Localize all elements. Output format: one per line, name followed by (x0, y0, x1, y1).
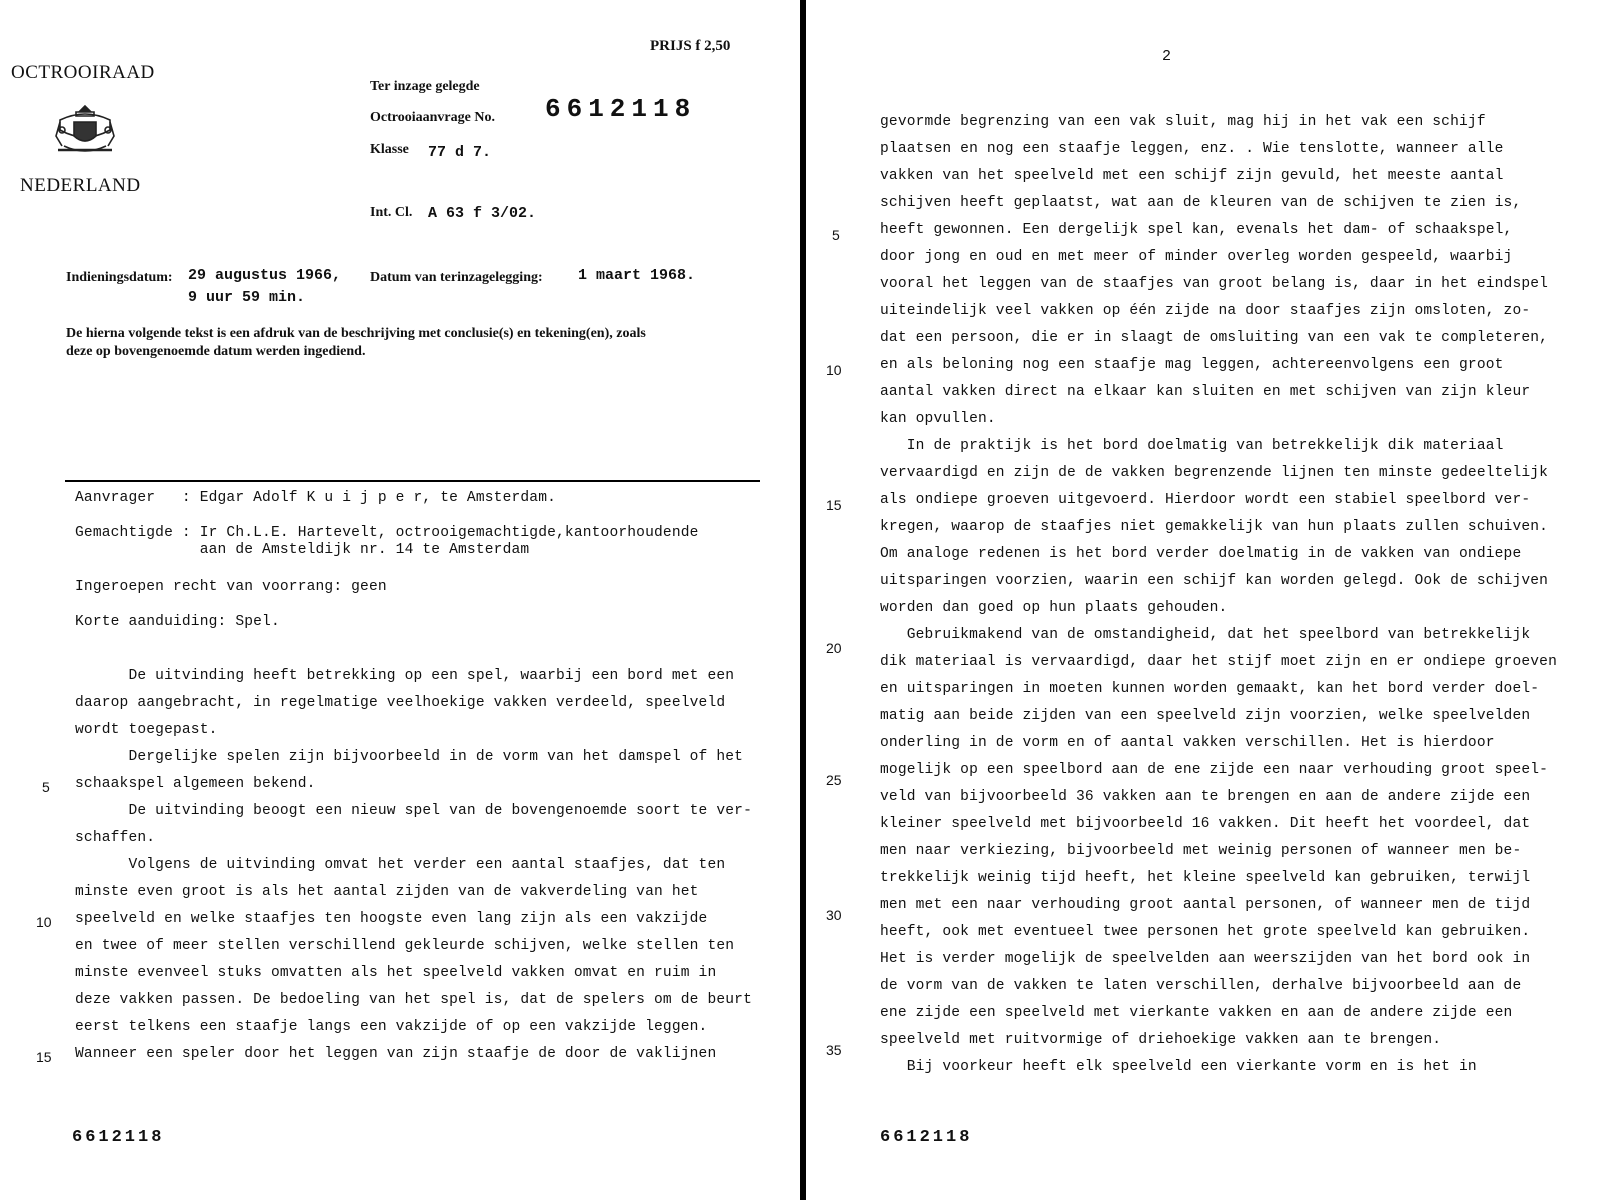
body-line: heeft, ook met eventueel twee personen het grote speelveld kan gebruiken. (880, 924, 1531, 940)
line-number: 25 (826, 772, 842, 788)
body-line: schaakspel algemeen bekend. (75, 776, 316, 792)
aanvrage-label: Octrooiaanvrage No. (370, 110, 495, 125)
body-line: dik materiaal is vervaardigd, daar het stijf moet zijn en er ondiepe groeven (880, 654, 1557, 670)
body-line: dat een persoon, die er in slaagt de omsluiting van een vak te completeren, (880, 330, 1549, 346)
terinzage-value: 1 maart 1968. (578, 267, 696, 284)
body-line: men met een naar verhouding groot aantal personen, of wanneer men de tijd (880, 897, 1531, 913)
line-number: 5 (42, 779, 50, 795)
body-line: worden dan goed op hun plaats gehouden. (880, 600, 1228, 616)
body-line: schijven heeft geplaatst, wat aan de kleuren van de schijven te zien is, (880, 195, 1522, 211)
body-line: kregen, waarop de staafjes niet gemakkelijk van hun plaats zullen schuiven. (880, 519, 1549, 535)
body-line: kleiner speelveld met bijvoorbeeld 16 vakken. Dit heeft het voordeel, dat (880, 816, 1531, 832)
body-line: trekkelijk weinig tijd heeft, het kleine speelveld kan gebruiken, terwijl (880, 870, 1531, 886)
body-line: door jong en oud en met meer of minder overleg worden gespeeld, waarbij (880, 249, 1513, 265)
indiening-time: 9 uur 59 min. (188, 289, 306, 306)
org-bottom: NEDERLAND (20, 175, 141, 196)
body-line: Wanneer een speler door het leggen van zijn staafje de door de vaklijnen (75, 1046, 717, 1062)
terinzage-label: Datum van terinzagelegging: (370, 270, 543, 285)
meta-line: aan de Amsteldijk nr. 14 te Amsterdam (75, 542, 530, 558)
body-line: Om analoge redenen is het bord verder doelmatig in de vakken van ondiepe (880, 546, 1522, 562)
footer-number: 6612118 (72, 1128, 165, 1147)
body-line: Dergelijke spelen zijn bijvoorbeeld in de vorm van het damspel of het (75, 749, 744, 765)
coat-of-arms-icon (52, 100, 118, 158)
body-line: Gebruikmakend van de omstandigheid, dat het speelbord van betrekkelijk (880, 627, 1531, 643)
footer-number: 6612118 (880, 1128, 973, 1147)
line-number: 15 (826, 497, 842, 513)
body-line: Het is verder mogelijk de speelvelden aan weerszijden van het bord ook in (880, 951, 1531, 967)
body-line: speelveld en welke staafjes ten hoogste even lang zijn als een vakzijde (75, 911, 708, 927)
body-line: minste even groot is als het aantal zijden van de vakverdeling van het (75, 884, 699, 900)
line-number: 30 (826, 907, 842, 923)
body-line: en als beloning nog een staafje mag leggen, achtereenvolgens een groot (880, 357, 1504, 373)
body-line: ene zijde een speelveld met vierkante vakken en aan de andere zijde een (880, 1005, 1513, 1021)
body-line: heeft gewonnen. Een dergelijk spel kan, evenals het dam- of schaakspel, (880, 222, 1513, 238)
body-line: speelveld met ruitvormige of driehoekige vakken aan te brengen. (880, 1032, 1442, 1048)
body-line: Volgens de uitvinding omvat het verder een aantal staafjes, dat ten (75, 857, 726, 873)
body-line: en uitsparingen in moeten kunnen worden gemaakt, kan het bord verder doel- (880, 681, 1540, 697)
meta-line: Aanvrager : Edgar Adolf K u i j p e r, te Amsterdam. (75, 490, 557, 506)
aanvrage-number: 6612118 (545, 94, 697, 124)
body-line: De uitvinding beoogt een nieuw spel van de bovengenoemde soort te ver- (75, 803, 752, 819)
intcl-value: A 63 f 3/02. (428, 205, 537, 222)
line-number: 35 (826, 1042, 842, 1058)
klasse-value: 77 d 7. (428, 144, 492, 161)
notice-line-1: De hierna volgende tekst is een afdruk van de beschrijving met conclusie(s) en tekening(en), zoals (66, 326, 646, 341)
line-number: 10 (826, 362, 842, 378)
body-line: vervaardigd en zijn de de vakken begrenzende lijnen ten minste gedeeltelijk (880, 465, 1549, 481)
body-line: De uitvinding heeft betrekking op een spel, waarbij een bord met een (75, 668, 735, 684)
line-number: 15 (36, 1049, 52, 1065)
body-line: en twee of meer stellen verschillend gekleurde schijven, welke stellen ten (75, 938, 735, 954)
body-line: aantal vakken direct na elkaar kan sluiten en met schijven van zijn kleur (880, 384, 1531, 400)
body-line: uitsparingen voorzien, waarin een schijf kan worden gelegd. Ook de schijven (880, 573, 1549, 589)
body-line: veld van bijvoorbeeld 36 vakken aan te brengen en aan de andere zijde een (880, 789, 1531, 805)
indiening-label: Indieningsdatum: (66, 270, 173, 285)
klasse-label: Klasse (370, 142, 409, 157)
body-line: schaffen. (75, 830, 156, 846)
intcl-label: Int. Cl. (370, 205, 413, 220)
body-line: als ondiepe groeven uitgevoerd. Hierdoor wordt een stabiel speelbord ver- (880, 492, 1531, 508)
body-line: eerst telkens een staafje langs een vakzijde of op een vakzijde leggen. (75, 1019, 708, 1035)
org-top: OCTROOIRAAD (11, 62, 155, 83)
body-line: vakken van het speelveld met een schijf zijn gevuld, het meeste aantal (880, 168, 1504, 184)
body-line: deze vakken passen. De bedoeling van het spel is, dat de spelers om de beurt (75, 992, 752, 1008)
line-number: 20 (826, 640, 842, 656)
meta-line: Ingeroepen recht van voorrang: geen (75, 579, 387, 595)
body-line: onderling in de vorm en of aantal vakken verschillen. Het is hierdoor (880, 735, 1495, 751)
line-number: 5 (832, 227, 840, 243)
meta-line: Korte aanduiding: Spel. (75, 614, 280, 630)
body-line: mogelijk op een speelbord aan de ene zijde een naar verhouding groot speel- (880, 762, 1549, 778)
body-line: daarop aangebracht, in regelmatige veelhoekige vakken verdeeld, speelveld (75, 695, 726, 711)
body-line: wordt toegepast. (75, 722, 218, 738)
price: PRIJS f 2,50 (650, 38, 731, 54)
patent-page-1 (0, 0, 800, 1200)
body-line: gevormde begrenzing van een vak sluit, mag hij in het vak een schijf (880, 114, 1486, 130)
body-line: Bij voorkeur heeft elk speelveld een vierkante vorm en is het in (880, 1059, 1477, 1075)
separator-rule (65, 480, 760, 482)
body-line: uiteindelijk veel vakken op één zijde na door staafjes zijn omsloten, zo- (880, 303, 1531, 319)
meta-line: Gemachtigde : Ir Ch.L.E. Hartevelt, octrooigemachtigde,kantoorhoudende (75, 525, 699, 541)
body-line: plaatsen en nog een staafje leggen, enz. . Wie tenslotte, wanneer alle (880, 141, 1504, 157)
body-line: vooral het leggen van de staafjes van groot belang is, daar in het eindspel (880, 276, 1549, 292)
body-line: matig aan beide zijden van een speelveld zijn voorzien, welke speelvelden (880, 708, 1531, 724)
ter-inzage-label: Ter inzage gelegde (370, 79, 480, 94)
line-number: 10 (36, 914, 52, 930)
body-line: In de praktijk is het bord doelmatig van betrekkelijk dik materiaal (880, 438, 1504, 454)
indiening-value: 29 augustus 1966, (188, 267, 342, 284)
body-line: kan opvullen. (880, 411, 996, 427)
body-line: minste evenveel stuks omvatten als het speelveld vakken omvat en ruim in (75, 965, 717, 981)
page-number: 2 (1162, 48, 1172, 65)
notice-line-2: deze op bovengenoemde datum werden ingediend. (66, 344, 366, 359)
body-line: de vorm van de vakken te laten verschillen, derhalve bijvoorbeeld aan de (880, 978, 1522, 994)
body-line: men naar verkiezing, bijvoorbeeld met weinig personen of wanneer men be- (880, 843, 1522, 859)
